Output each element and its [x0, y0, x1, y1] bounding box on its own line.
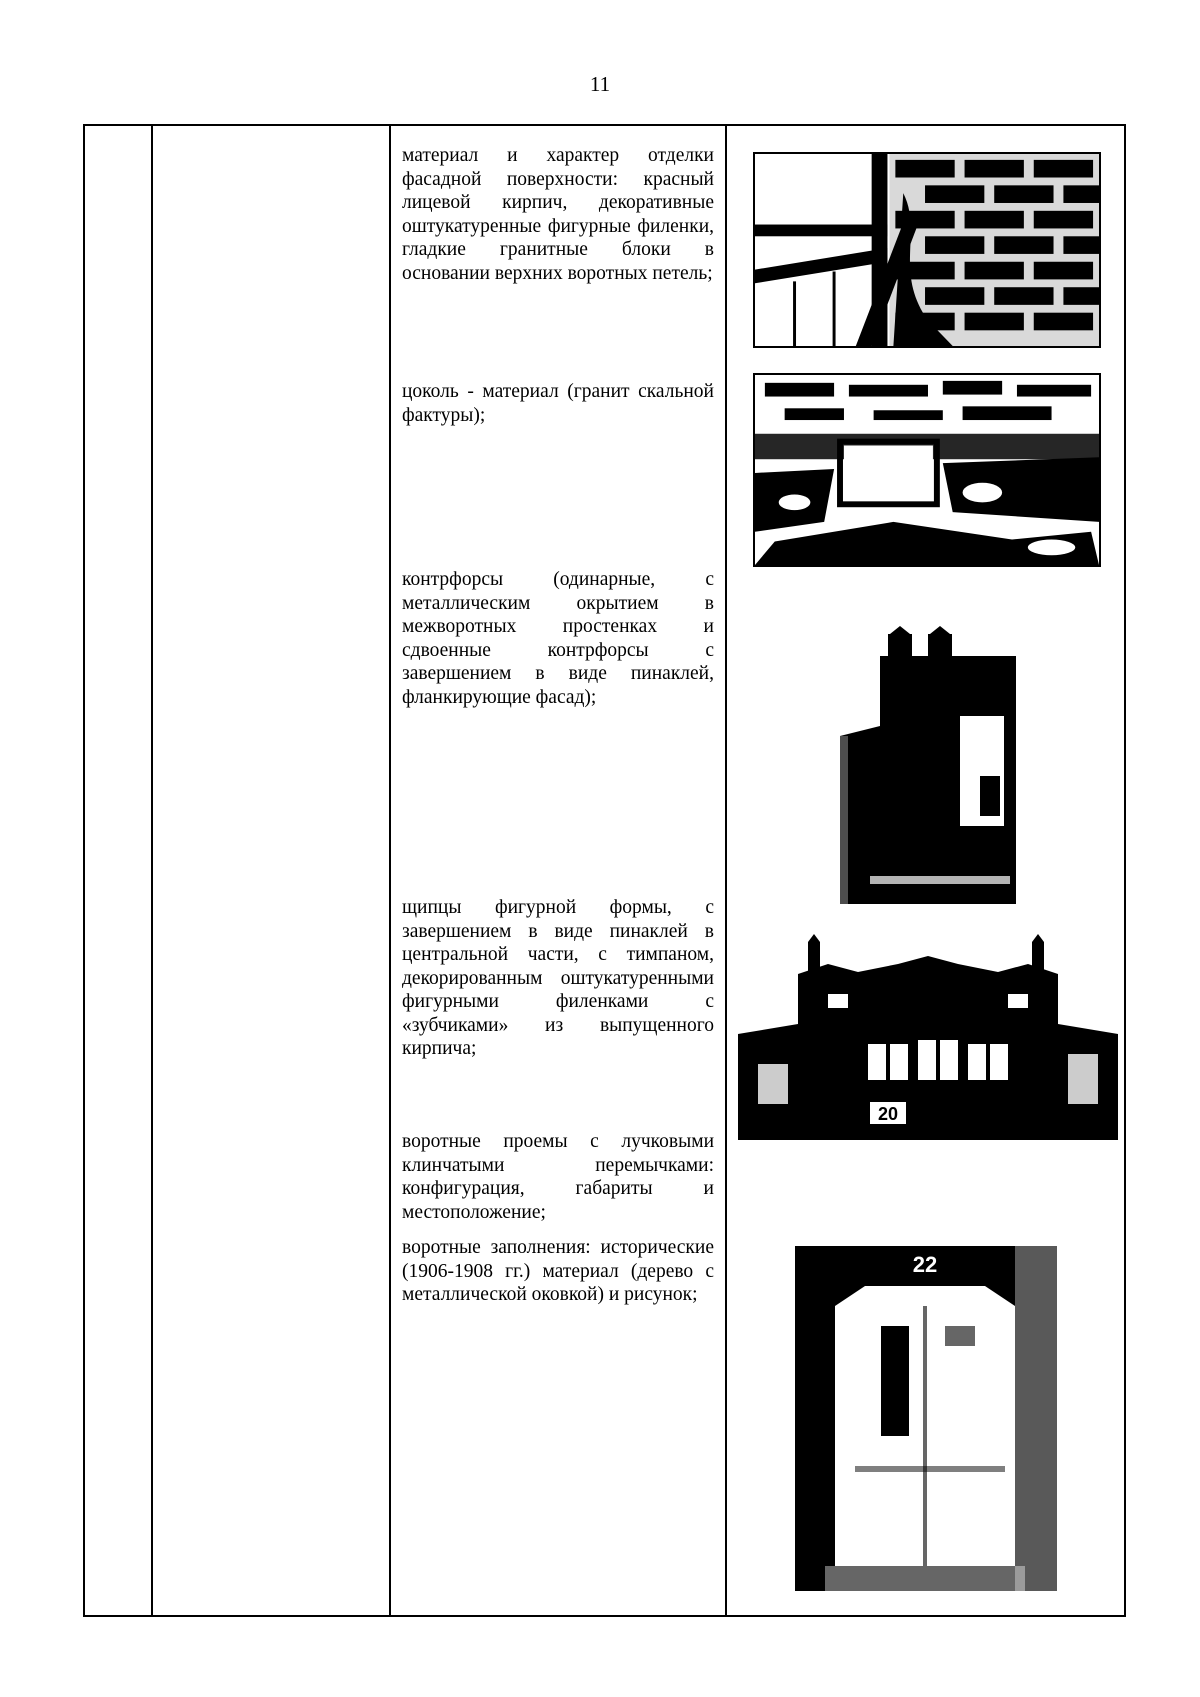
feature-text: контрфорсы (одинарные, с металлическим окрытием в межворотных простенках и сдвоенные контрфорсы с завершением в виде пинаклей, фланкирующие фасад); — [402, 569, 714, 708]
granite-plinth-photo-icon — [753, 373, 1101, 567]
buttress-photo-icon — [840, 626, 1016, 904]
feature-description-plinth — [402, 380, 714, 427]
features-table — [83, 124, 1126, 1617]
gate-number-label: 22 — [912, 1252, 938, 1277]
page-number: 11 — [589, 72, 611, 96]
gable-photo-icon — [738, 934, 1118, 1140]
brick-wall-photo-icon — [753, 152, 1101, 348]
column-divider — [389, 126, 391, 1615]
feature-text: щипцы фигурной формы, с завершением в виде пинаклей в центральной части, с тимпаном, декорированным оштукатуренными фигурными филенками с «зубчиками» из выпущенного кирпича; — [402, 897, 714, 1059]
gable-number-label: 20 — [877, 1104, 899, 1124]
feature-text: материал и характер отделки фасадной поверхности: красный лицевой кирпич, декоративные оштукатуренные фигурные филенки, гладкие гранитные блоки в основании верхних воротных петель; — [402, 145, 714, 284]
feature-description-gates — [402, 1130, 714, 1307]
feature-description-buttresses — [402, 568, 714, 709]
column-divider — [151, 126, 153, 1615]
feature-description-facade — [402, 144, 714, 285]
feature-text: воротные заполнения: исторические (1906-1908 гг.) материал (дерево с металлической оковкой) и рисунок; — [402, 1237, 714, 1305]
column-divider — [725, 126, 727, 1615]
gate-photo-icon — [795, 1246, 1057, 1591]
feature-description-gables — [402, 896, 714, 1061]
feature-text: воротные проемы с лучковыми клинчатыми перемычками: конфигурация, габариты и местоположение; — [402, 1131, 714, 1223]
feature-text: цоколь - материал (гранит скальной фактуры); — [402, 381, 714, 426]
